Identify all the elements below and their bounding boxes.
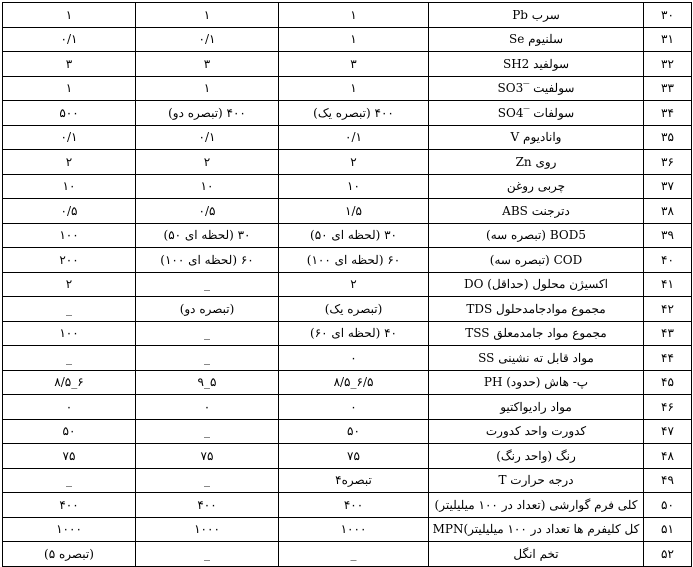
row-number-cell: ۳۶ [644, 150, 692, 175]
value-cell-col1: (تبصره یک) [279, 297, 429, 322]
value-cell-col3: ۱۰۰ [3, 223, 136, 248]
value-cell-col1: ۴۰۰ (تبصره یک) [279, 101, 429, 126]
value-cell-col1: ۱ [279, 76, 429, 101]
value-cell-col1: ۵۰ [279, 419, 429, 444]
row-number-cell: ۳۹ [644, 223, 692, 248]
table-row [3, 199, 692, 224]
parameter-cell: مجموع مواد جامدمعلق TSS [429, 321, 644, 346]
value-cell-col2: _ [136, 419, 279, 444]
value-cell-col1: ۶۰ (لحظه ای ۱۰۰) [279, 248, 429, 273]
value-cell-col2: ۰/۵ [136, 199, 279, 224]
value-cell-col2: _ [136, 346, 279, 371]
value-cell-col1: ۲ [279, 272, 429, 297]
value-cell-col1: ۲ [279, 150, 429, 175]
table-row [3, 27, 692, 52]
standards-table [2, 2, 692, 567]
table-row [3, 150, 692, 175]
parameter-cell: مجموع موادجامدحلول TDS [429, 297, 644, 322]
parameter-cell: مواد رادیواکتیو [429, 395, 644, 420]
value-cell-col1: ۴۰۰ [279, 493, 429, 518]
value-cell-col3: _ [3, 346, 136, 371]
value-cell-col1: ۱/۵ [279, 199, 429, 224]
table-row [3, 272, 692, 297]
value-cell-col2: ۴۰۰ [136, 493, 279, 518]
value-cell-col2: ۱۰ [136, 174, 279, 199]
value-cell-col1: ۱ [279, 3, 429, 28]
row-number-cell: ۴۹ [644, 468, 692, 493]
parameter-cell: کلی فرم گوارشی (تعداد در ۱۰۰ میلیلیتر) [429, 493, 644, 518]
value-cell-col2: _ [136, 542, 279, 567]
table-row [3, 223, 692, 248]
row-number-cell: ۴۵ [644, 370, 692, 395]
row-number-cell: ۳۷ [644, 174, 692, 199]
value-cell-col3: ۲ [3, 272, 136, 297]
row-number-cell: ۳۲ [644, 52, 692, 77]
parameter-cell: کل کلیفرم ها تعداد در ۱۰۰ میلیلیتر)MPN [429, 517, 644, 542]
value-cell-col2: ۴۰۰ (تبصره دو) [136, 101, 279, 126]
row-number-cell: ۳۵ [644, 125, 692, 150]
value-cell-col3: ۱ [3, 76, 136, 101]
value-cell-col3: ۵۰ [3, 419, 136, 444]
value-cell-col1: ۳۰ (لحظه ای ۵۰) [279, 223, 429, 248]
row-number-cell: ۵۲ [644, 542, 692, 567]
parameter-cell: سولفید SH2 [429, 52, 644, 77]
value-cell-col3: ۰ [3, 395, 136, 420]
parameter-cell: چربی روغن [429, 174, 644, 199]
table-row [3, 101, 692, 126]
value-cell-col2: ۷۵ [136, 444, 279, 469]
row-number-cell: ۳۸ [644, 199, 692, 224]
value-cell-col1: ۰/۱ [279, 125, 429, 150]
value-cell-col2: ۱۰۰۰ [136, 517, 279, 542]
value-cell-col3: ۴۰۰ [3, 493, 136, 518]
value-cell-col1: ۰ [279, 346, 429, 371]
parameter-cell: دترجنت ABS [429, 199, 644, 224]
parameter-cell: سرب Pb [429, 3, 644, 28]
value-cell-col3: ۱ [3, 3, 136, 28]
value-cell-col3: ۰/۱ [3, 125, 136, 150]
parameter-cell: سولفات ‾SO4 [429, 101, 644, 126]
value-cell-col2: (تبصره دو) [136, 297, 279, 322]
value-cell-col3: ۷۵ [3, 444, 136, 469]
row-number-cell: ۴۲ [644, 297, 692, 322]
value-cell-col2: ۰ [136, 395, 279, 420]
value-cell-col2: ۲ [136, 150, 279, 175]
parameter-cell: کدورت واحد کدورت [429, 419, 644, 444]
value-cell-col2: ۰/۱ [136, 27, 279, 52]
value-cell-col2: ۳ [136, 52, 279, 77]
parameter-cell: سولفیت ‾SO3 [429, 76, 644, 101]
table-row [3, 370, 692, 395]
value-cell-col3: ۳ [3, 52, 136, 77]
row-number-cell: ۴۴ [644, 346, 692, 371]
value-cell-col2: ۱ [136, 76, 279, 101]
value-cell-col1: ۱۰ [279, 174, 429, 199]
value-cell-col2: _ [136, 468, 279, 493]
parameter-cell: مواد قابل ته نشینی SS [429, 346, 644, 371]
parameter-cell: وانادیوم V [429, 125, 644, 150]
row-number-cell: ۳۳ [644, 76, 692, 101]
table-row [3, 3, 692, 28]
parameter-cell: اکسیژن محلول (حداقل) DO [429, 272, 644, 297]
parameter-cell: درجه حرارت T [429, 468, 644, 493]
table-row [3, 395, 692, 420]
parameter-cell: COD (تبصره سه) [429, 248, 644, 273]
value-cell-col3: ۱۰۰ [3, 321, 136, 346]
table-row [3, 52, 692, 77]
table-row [3, 468, 692, 493]
table-row [3, 346, 692, 371]
value-cell-col3: _ [3, 468, 136, 493]
parameter-cell: BOD5 (تبصره سه) [429, 223, 644, 248]
parameter-cell: تخم انگل [429, 542, 644, 567]
value-cell-col3: ۵۰۰ [3, 101, 136, 126]
table-row [3, 321, 692, 346]
row-number-cell: ۴۱ [644, 272, 692, 297]
parameter-cell: سلنیوم Se [429, 27, 644, 52]
table-row [3, 125, 692, 150]
value-cell-col1: ۶/۵_۸/۵ [279, 370, 429, 395]
row-number-cell: ۳۰ [644, 3, 692, 28]
value-cell-col2: ۱ [136, 3, 279, 28]
value-cell-col1: _ [279, 542, 429, 567]
value-cell-col3: ۱۰ [3, 174, 136, 199]
value-cell-col1: ۳ [279, 52, 429, 77]
table-row [3, 297, 692, 322]
value-cell-col2: _ [136, 321, 279, 346]
row-number-cell: ۴۰ [644, 248, 692, 273]
row-number-cell: ۴۳ [644, 321, 692, 346]
value-cell-col1: ۱۰۰۰ [279, 517, 429, 542]
parameter-cell: روی Zn [429, 150, 644, 175]
row-number-cell: ۵۱ [644, 517, 692, 542]
value-cell-col2: _ [136, 272, 279, 297]
value-cell-col3: ۰/۱ [3, 27, 136, 52]
value-cell-col2: ۳۰ (لحظه ای ۵۰) [136, 223, 279, 248]
table-row [3, 76, 692, 101]
value-cell-col1: ۰ [279, 395, 429, 420]
value-cell-col2: ۰/۱ [136, 125, 279, 150]
table-row [3, 493, 692, 518]
value-cell-col3: ۱۰۰۰ [3, 517, 136, 542]
row-number-cell: ۳۱ [644, 27, 692, 52]
table-row [3, 444, 692, 469]
value-cell-col3: ۰/۵ [3, 199, 136, 224]
table-row [3, 517, 692, 542]
parameter-cell: پ- هاش (حدود) PH [429, 370, 644, 395]
value-cell-col3: ۶_۸/۵ [3, 370, 136, 395]
value-cell-col3: ۲ [3, 150, 136, 175]
table-row [3, 542, 692, 567]
value-cell-col1: ۴۰ (لحظه ای ۶۰) [279, 321, 429, 346]
value-cell-col3: (تبصره ۵) [3, 542, 136, 567]
table-row [3, 174, 692, 199]
value-cell-col3: _ [3, 297, 136, 322]
value-cell-col1: ۷۵ [279, 444, 429, 469]
table-row [3, 419, 692, 444]
row-number-cell: ۴۶ [644, 395, 692, 420]
parameter-cell: رنگ (واحد رنگ) [429, 444, 644, 469]
standards-table-body [3, 3, 692, 567]
value-cell-col1: ۱ [279, 27, 429, 52]
value-cell-col3: ۲۰۰ [3, 248, 136, 273]
row-number-cell: ۴۸ [644, 444, 692, 469]
row-number-cell: ۴۷ [644, 419, 692, 444]
row-number-cell: ۵۰ [644, 493, 692, 518]
row-number-cell: ۳۴ [644, 101, 692, 126]
value-cell-col2: ۵_۹ [136, 370, 279, 395]
value-cell-col2: ۶۰ (لحظه ای ۱۰۰) [136, 248, 279, 273]
table-row [3, 248, 692, 273]
value-cell-col1: تبصره۴ [279, 468, 429, 493]
